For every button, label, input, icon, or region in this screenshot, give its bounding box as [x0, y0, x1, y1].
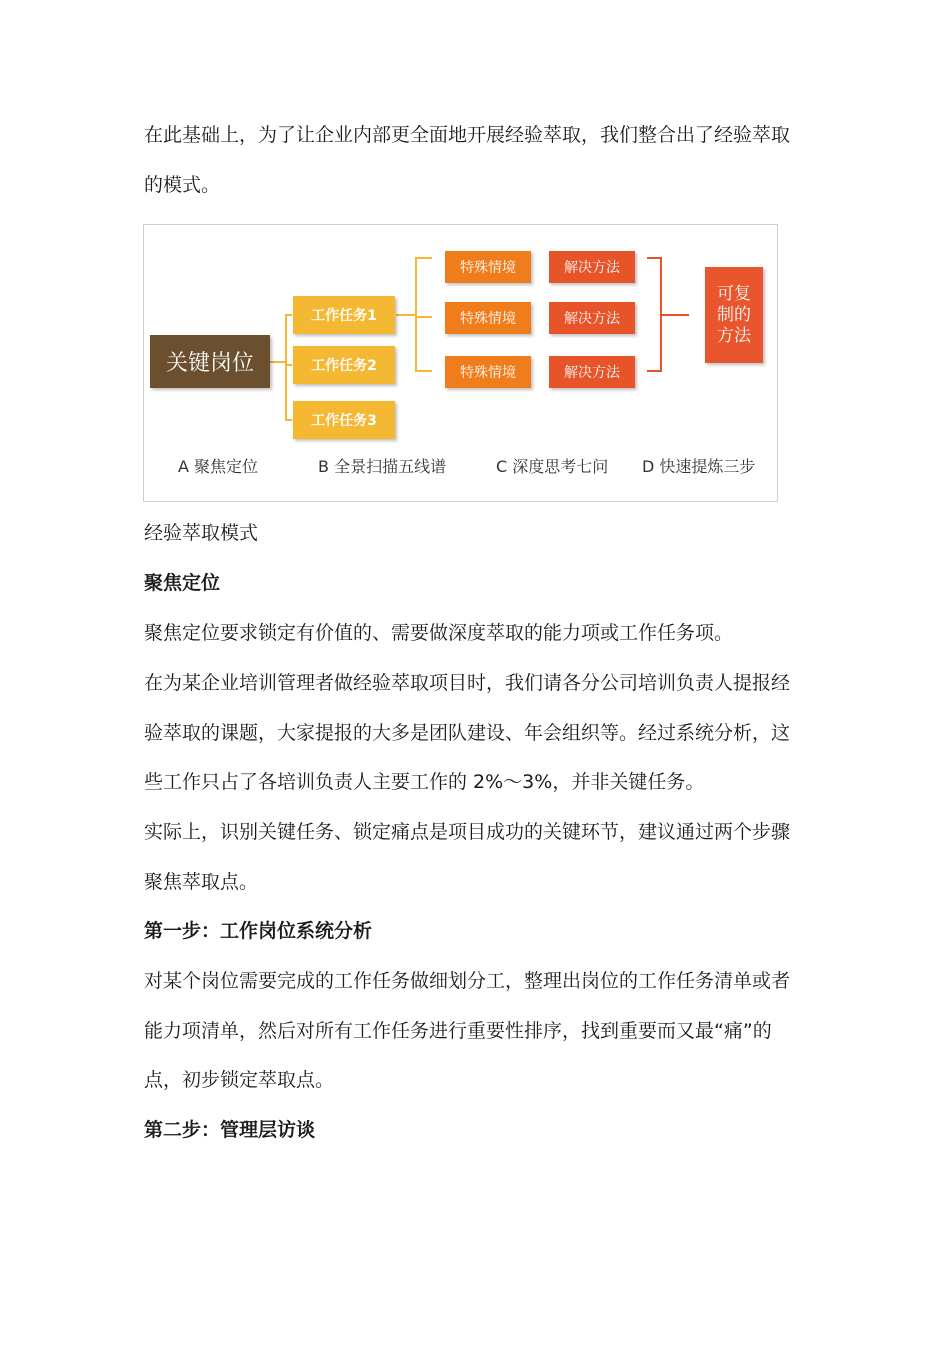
text-line: 聚焦定位要求锁定有价值的、需要做深度萃取的能力项或工作任务项。 [144, 622, 734, 644]
key-position-box [150, 335, 270, 388]
result-label-line: 方法 [717, 325, 751, 346]
text-line: 聚焦萃取点。 [144, 870, 259, 893]
scenario-box-3 [445, 356, 531, 388]
paragraph [144, 659, 814, 808]
stage-label-c: C 深度思考七问 [496, 457, 609, 476]
solution-label: 解决方法 [564, 365, 620, 381]
scenario-label: 特殊情境 [460, 365, 516, 381]
text-line: 在此基础上，为了让企业内部更全面地开展经验萃取，我们整合出了经验萃取 [144, 124, 791, 146]
stage-label-b: B 全景扫描五线谱 [318, 457, 447, 476]
paragraph [144, 808, 814, 907]
caption-text: 经验萃取模式 [144, 522, 259, 544]
text-line: 在为某企业培训管理者做经验萃取项目时，我们请各分公司培训负责人提报经 [144, 672, 791, 694]
intro-paragraph [144, 111, 814, 210]
result-label-line: 制的 [717, 304, 751, 325]
scenario-box-1 [445, 251, 531, 283]
task-bracket [286, 315, 292, 420]
scenario-box-2 [445, 302, 531, 334]
text-line: 能力项清单，然后对所有工作任务进行重要性排序，找到重要而又最“痛”的 [144, 1019, 772, 1042]
scenario-bracket [416, 258, 432, 371]
result-label-line: 可复 [717, 283, 751, 304]
solution-box-2 [549, 302, 635, 334]
task-box-2 [293, 346, 395, 384]
stage-label-a: A 聚焦定位 [178, 457, 259, 476]
text-line: 点，初步锁定萃取点。 [144, 1069, 335, 1091]
task-label: 工作任务2 [311, 358, 377, 374]
section-heading [144, 559, 814, 609]
heading-text: 第一步：工作岗位系统分析 [144, 920, 373, 942]
task-box-3 [293, 401, 395, 439]
task-label: 工作任务1 [311, 308, 377, 324]
stage-label-d: D 快速提炼三步 [642, 457, 756, 476]
solution-bracket [647, 258, 661, 371]
solution-label: 解决方法 [564, 311, 620, 327]
paragraph [144, 609, 814, 659]
solution-box-1 [549, 251, 635, 283]
task-label: 工作任务3 [311, 413, 377, 429]
scenario-label: 特殊情境 [460, 311, 516, 327]
text-line: 的模式。 [144, 173, 221, 196]
task-box-1 [293, 296, 395, 334]
result-box [705, 267, 763, 363]
text-line: 实际上，识别关键任务、锁定痛点是项目成功的关键环节，建议通过两个步骤 [144, 821, 791, 843]
text-line: 对某个岗位需要完成的工作任务做细划分工，整理出岗位的工作任务清单或者 [144, 970, 791, 992]
paragraph [144, 957, 814, 1106]
experience-extraction-diagram [143, 224, 778, 502]
text-line: 些工作只占了各培训负责人主要工作的 2%～3%，并非关键任务。 [144, 771, 705, 793]
heading-text: 聚焦定位 [144, 572, 221, 594]
step2-heading [144, 1106, 814, 1156]
heading-text: 第二步：管理层访谈 [144, 1119, 316, 1141]
solution-label: 解决方法 [564, 260, 620, 276]
key-position-label: 关键岗位 [165, 351, 254, 376]
solution-box-3 [549, 356, 635, 388]
scenario-label: 特殊情境 [460, 260, 516, 276]
figure-caption [144, 509, 814, 559]
step1-heading [144, 907, 814, 957]
text-line: 验萃取的课题，大家提报的大多是团队建设、年会组织等。经过系统分析，这 [144, 721, 791, 744]
